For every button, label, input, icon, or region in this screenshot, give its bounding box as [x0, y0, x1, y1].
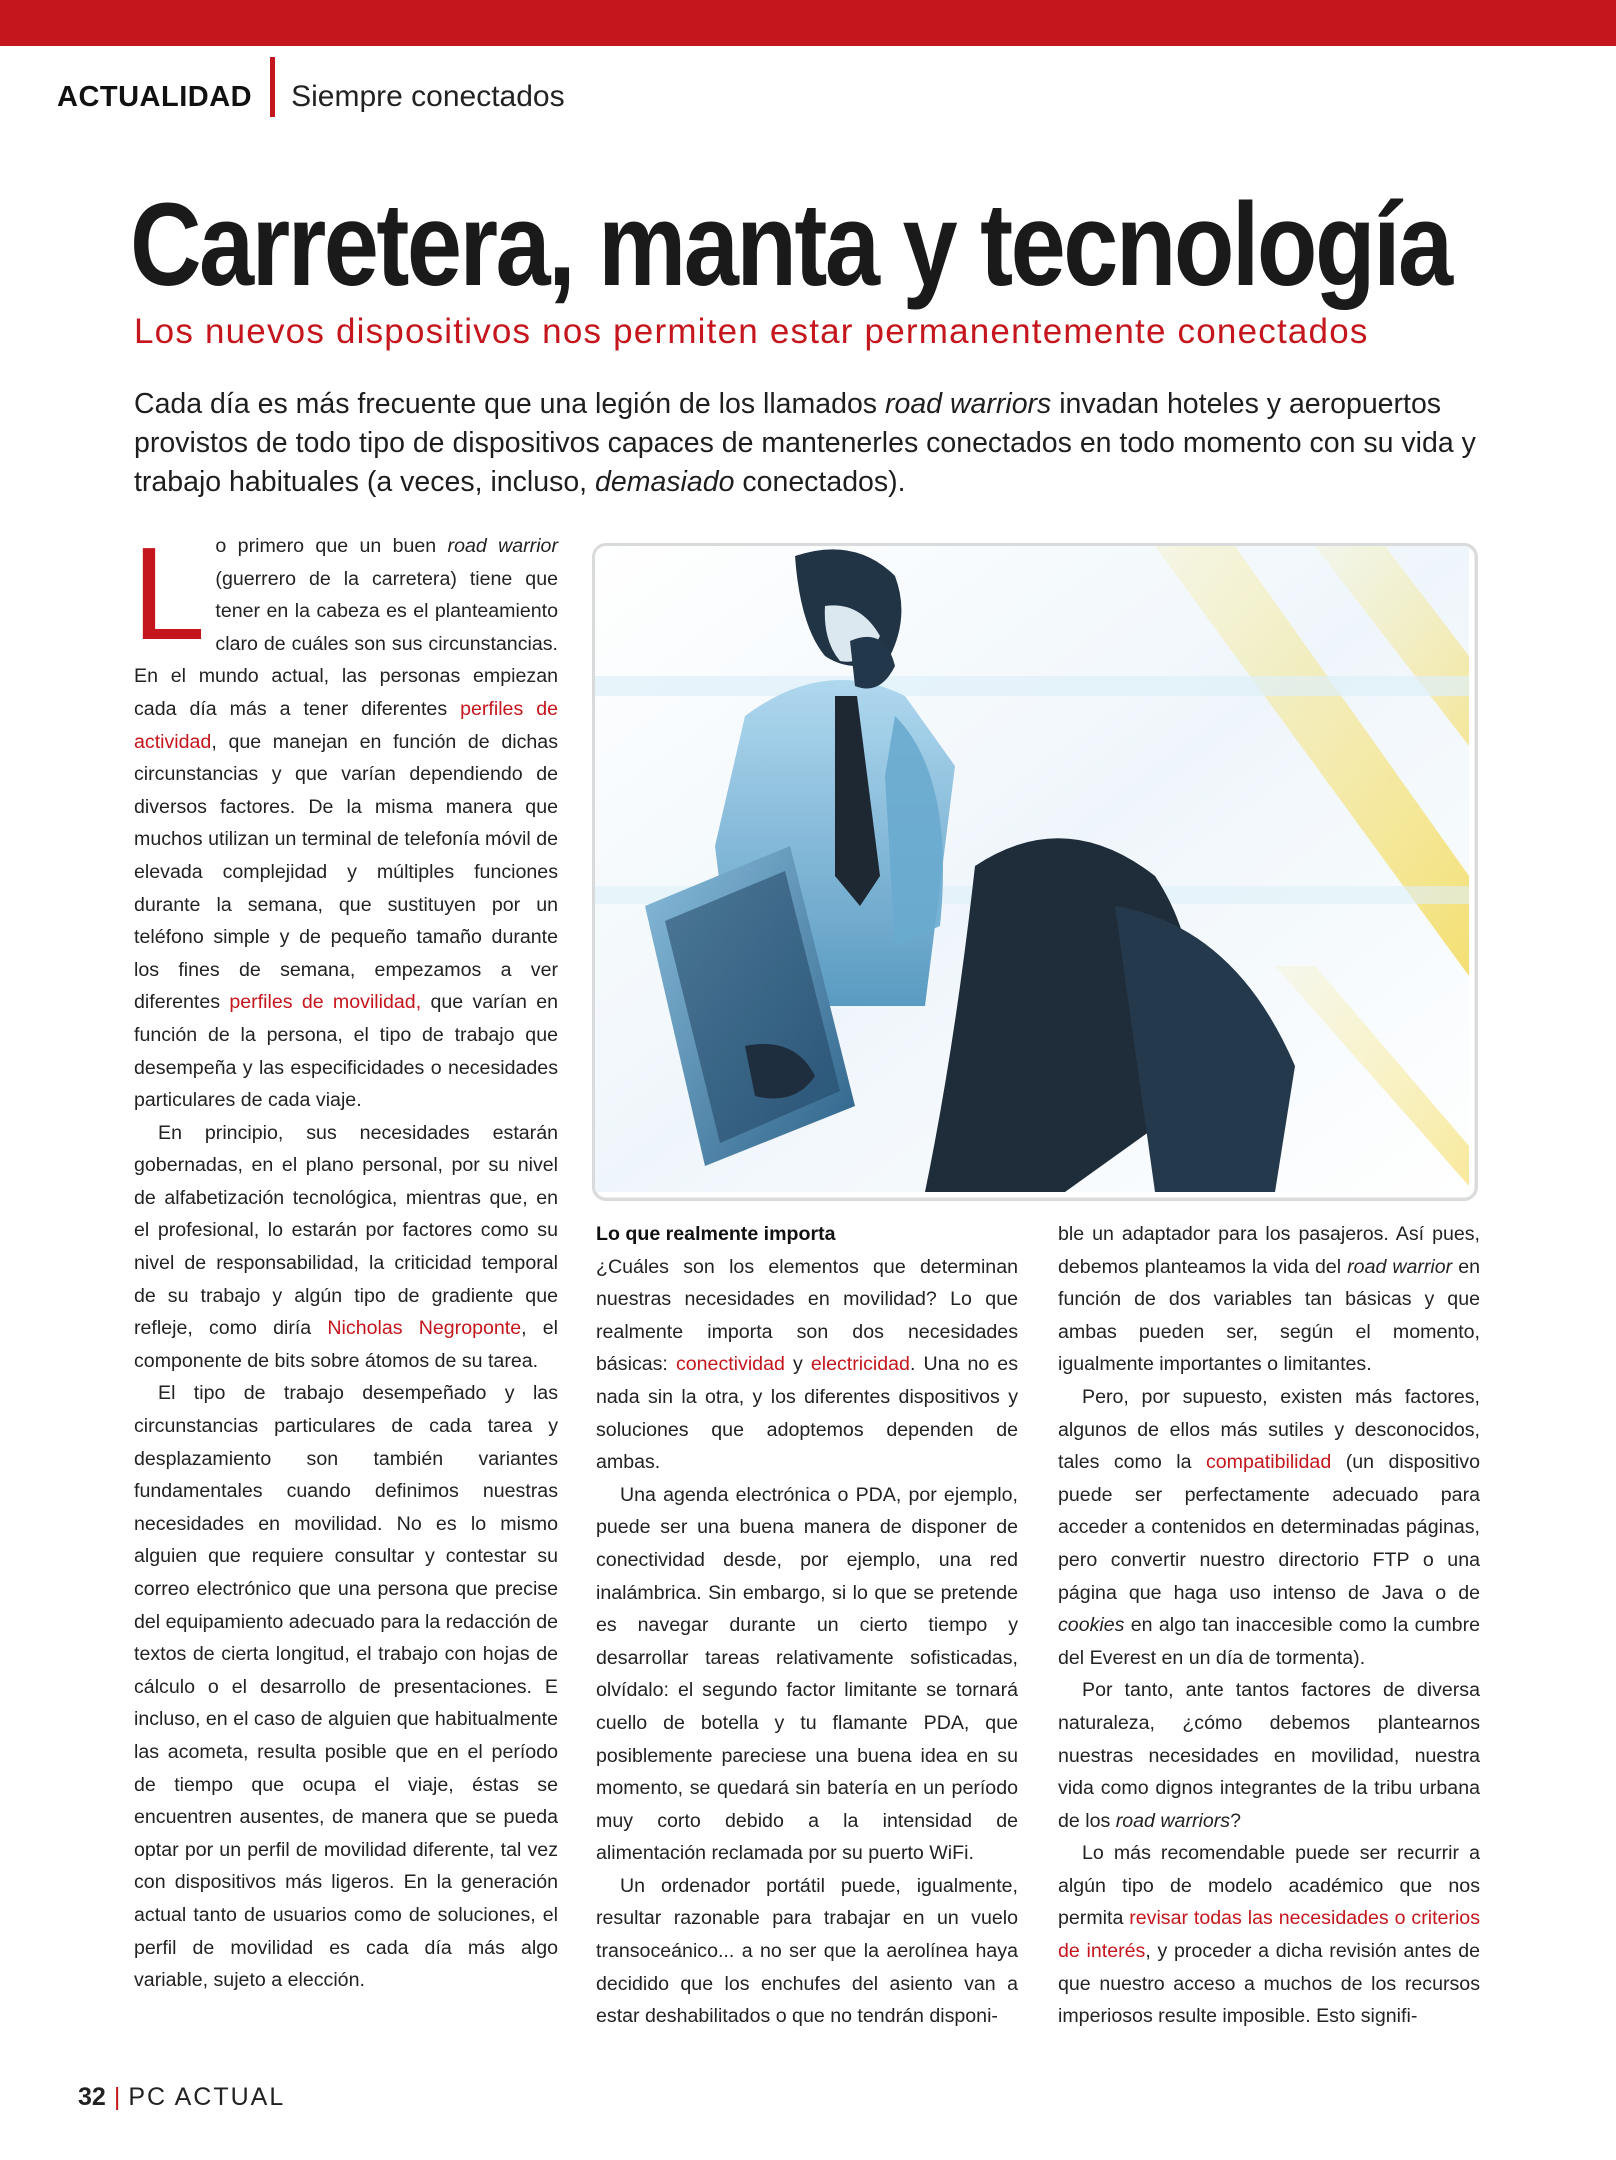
section-header — [57, 72, 565, 122]
text: (guerrero de la carretera) tiene que tener en la cabeza es el planteamiento claro de cuáles son sus circunstancias. En el mundo actual, las personas empiezan cada día más a tener diferentes — [134, 567, 558, 720]
column-1 — [132, 520, 559, 1997]
text: . Una no es nada sin la otra, y los diferentes dispositivos y soluciones que adoptemos dependen de ambas. — [596, 1353, 1019, 1474]
text: Pero, por supuesto, existen más factores, algunos de ellos más sutiles y desconocidos, tales como la — [1058, 1385, 1480, 1474]
text: que varían en función de la persona, el tipo de trabajo que desempeña y las especificidades o necesidades particulares de cada viaje. — [134, 991, 558, 1112]
link-compatibilidad[interactable]: compatibilidad — [1205, 1451, 1332, 1474]
article-photo — [592, 543, 1478, 1201]
lead-text: Cada día es más frecuente que una legión de los llamados — [134, 388, 885, 420]
lead-emphasis: demasiado — [595, 466, 735, 498]
text: Lo más recomendable puede ser recurrir a algún tipo de modelo académico que nos permita — [1058, 1842, 1480, 1930]
emphasis: cookies — [1058, 1614, 1125, 1637]
text: En principio, sus necesidades estarán gobernadas, en el plano personal, por su nivel de alfabetización tecnológica, mientras que, en el profesional, lo estarán por factores como su nivel de responsabilidad, la criticidad temporal de su trabajo y algún tipo de gradiente que refleje, como diría — [134, 1121, 558, 1340]
section-label: ACTUALIDAD — [57, 80, 253, 113]
paragraph — [596, 1251, 1018, 1479]
paragraph — [1058, 1218, 1480, 1381]
text: , y proceder a dicha revisión antes de que nuestro acceso a muchos de los recursos imperiosos resulte imposible. Esto signifi- — [1058, 1940, 1480, 2028]
top-accent-bar — [0, 0, 1616, 46]
text: , que manejan en función de dichas circunstancias y que varían dependiendo de diversos factores. De la misma manera que muchos utilizan un terminal de telefonía móvil de elevada complejidad y múltiples funciones durante la semana, que sustituyen por un teléfono simple y de pequeño tamaño durante los fines de semana, empezamos a ver diferentes — [134, 730, 558, 1014]
text: ? — [1230, 1809, 1241, 1832]
link-negroponte[interactable]: Nicholas Negroponte — [327, 1317, 522, 1340]
column-3 — [1058, 1218, 1480, 2033]
text: ble un adaptador para los pasajeros. Así pues, debemos planteamos la vida del — [1058, 1223, 1480, 1278]
page-number: 32 — [78, 2083, 106, 2111]
paragraph: El tipo de trabajo desempeñado y las circunstancias particulares de cada tarea y desplazamiento son también variantes fundamentales cuando definimos nuestras necesidades en movilidad. No es lo mismo alguien que requiere consultar y contestar su correo electrónico que una persona que precise del equipamiento adecuado para la redacción de textos de cierta longitud, el trabajo con hojas de cálculo o el desarrollo de presentaciones. E incluso, en el caso de alguien que habitualmente las acometa, resulta posible que en el período de tiempo que ocupa el viaje, éstas se encuentren ausentes, de manera que se pueda optar por un perfil de movilidad diferente, tal vez con dispositivos más ligeros. En la generación actual tanto de usuarios como de soluciones, el perfil de movilidad es cada día más algo variable, sujeto a elección. — [134, 1382, 558, 1992]
link-conectividad[interactable]: conectividad — [675, 1353, 785, 1376]
column-2 — [596, 1218, 1018, 2033]
section-divider — [270, 57, 275, 117]
text: , el componente de bits sobre átomos de su tarea. — [134, 1317, 559, 1372]
text: (un dispositivo puede ser perfectamente adecuado para acceder a contenidos en determinadas páginas, pero convertir nuestro directorio FTP o una página que haga uso intenso de Java o de — [1058, 1451, 1480, 1604]
text: ¿Cuáles son los elementos que determinan nuestras necesidades en movilidad? Lo que realmente importa son dos necesidades básicas: — [596, 1255, 1018, 1376]
link-electricidad[interactable]: electricidad — [810, 1353, 910, 1376]
magazine-name: PC ACTUAL — [128, 2083, 286, 2111]
section-heading: Lo que realmente importa — [596, 1223, 836, 1245]
link-revisar-necesidades[interactable]: revisar todas las necesidades o criterios de interés — [1058, 1907, 1480, 1963]
drop-cap: L — [132, 520, 206, 667]
article-subtitle: Los nuevos dispositivos nos permiten estar permanentemente conectados — [134, 312, 1369, 351]
page-footer — [78, 2083, 285, 2112]
paragraph — [1058, 1674, 1480, 1837]
businessman-photo-illustration — [595, 546, 1469, 1192]
text: o primero que un buen — [215, 535, 448, 557]
paragraph — [1058, 1837, 1480, 2033]
emphasis: road warrior — [1347, 1255, 1453, 1278]
subsection-label: Siempre conectados — [291, 80, 565, 113]
footer-divider: | — [113, 2083, 121, 2111]
paragraph — [134, 1117, 558, 1378]
lead-text: invadan hoteles y aeropuertos provistos de todo tipo de dispositivos capaces de mantenerles conectados en todo momento con su vida y trabajo habituales (a veces, incluso, — [134, 388, 1476, 498]
link-perfiles-actividad[interactable]: perfiles de actividad — [134, 697, 558, 753]
text: y — [784, 1353, 811, 1376]
paragraph — [1058, 1381, 1480, 1674]
lead-text: conectados). — [734, 466, 906, 498]
text: en función de dos variables tan básicas y que ambas pueden ser, según el momento, igualmente importantes o limitantes. — [1058, 1255, 1480, 1376]
paragraph — [132, 520, 558, 1117]
paragraph: Un ordenador portátil puede, igualmente, resultar razonable para trabajar en un vuelo transoceánico... a no ser que la aerolínea haya decidido que los enchufes del asiento van a estar deshabilitados o que no tendrán disponi- — [596, 1874, 1018, 2028]
paragraph: Una agenda electrónica o PDA, por ejemplo, puede ser una buena manera de disponer de conectividad desde, por ejemplo, una red inalámbrica. Sin embargo, si lo que se pretende es navegar durante un cierto tiempo y desarrollar tareas relativamente sofisticadas, olvídalo: el segundo factor limitante se tornará cuello de botella y tu flamante PDA, que posiblemente pareciese una buena idea en su momento, se quedará sin batería en un período muy corto debido a la intensidad de alimentación reclamada por su puerto WiFi. — [596, 1483, 1018, 1865]
text: Por tanto, ante tantos factores de diversa naturaleza, ¿cómo debemos plantearnos nuestras necesidades en movilidad, nuestra vida como dignos integrantes de la tribu urbana de los — [1058, 1679, 1480, 1832]
article-lead — [134, 385, 1484, 502]
link-perfiles-movilidad[interactable]: perfiles de movilidad, — [229, 991, 422, 1014]
lead-emphasis: road warriors — [884, 388, 1052, 420]
emphasis: road warrior — [447, 535, 558, 557]
emphasis: road warriors — [1115, 1809, 1231, 1832]
text: en algo tan inaccesible como la cumbre del Everest en un día de tormenta). — [1058, 1614, 1480, 1669]
article-title: Carretera, manta y tecnología — [130, 179, 1451, 311]
